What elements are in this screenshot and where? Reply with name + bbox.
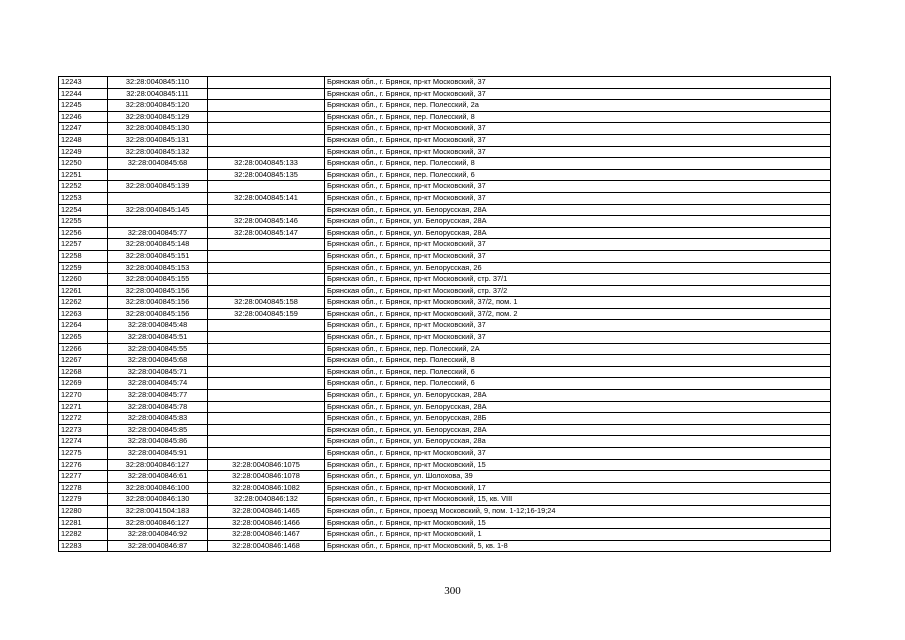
related-cadastral-number-cell [208,332,325,344]
address-cell: Брянская обл., г. Брянск, ул. Белорусская, 28А [325,204,831,216]
table-row [59,355,831,367]
row-number-cell: 12249 [59,146,108,158]
row-number-cell: 12253 [59,192,108,204]
related-cadastral-number-cell [208,274,325,286]
related-cadastral-number-cell [208,424,325,436]
cadastral-number-cell: 32:28:0040845:132 [108,146,208,158]
table-row [59,100,831,112]
address-cell: Брянская обл., г. Брянск, пр-кт Московский, 15 [325,517,831,529]
related-cadastral-number-cell: 32:28:0040846:1075 [208,459,325,471]
cadastral-number-cell: 32:28:0040845:145 [108,204,208,216]
table-row [59,250,831,262]
table-row [59,494,831,506]
address-cell: Брянская обл., г. Брянск, пер. Полесский, 8 [325,355,831,367]
related-cadastral-number-cell: 32:28:0040846:1465 [208,505,325,517]
cadastral-number-cell: 32:28:0040845:85 [108,424,208,436]
cadastral-registry-table [58,76,831,552]
related-cadastral-number-cell [208,88,325,100]
cadastral-number-cell: 32:28:0040845:156 [108,297,208,309]
table-row [59,158,831,170]
address-cell: Брянская обл., г. Брянск, пр-кт Московский, 37/2, пом. 2 [325,308,831,320]
table-row [59,540,831,552]
cadastral-number-cell: 32:28:0040845:71 [108,366,208,378]
address-cell: Брянская обл., г. Брянск, ул. Белорусская, 26 [325,262,831,274]
cadastral-number-cell: 32:28:0040845:68 [108,158,208,170]
row-number-cell: 12252 [59,181,108,193]
row-number-cell: 12281 [59,517,108,529]
cadastral-number-cell: 32:28:0040845:151 [108,250,208,262]
cadastral-number-cell: 32:28:0040846:130 [108,494,208,506]
related-cadastral-number-cell: 32:28:0040845:147 [208,227,325,239]
cadastral-number-cell: 32:28:0040846:127 [108,459,208,471]
table-row [59,436,831,448]
table-row [59,192,831,204]
table-row [59,448,831,460]
row-number-cell: 12244 [59,88,108,100]
row-number-cell: 12254 [59,204,108,216]
related-cadastral-number-cell: 32:28:0040845:146 [208,216,325,228]
address-cell: Брянская обл., г. Брянск, ул. Белорусская, 28а [325,436,831,448]
table-row [59,459,831,471]
related-cadastral-number-cell: 32:28:0040846:1467 [208,529,325,541]
address-cell: Брянская обл., г. Брянск, пер. Полесский, 6 [325,169,831,181]
row-number-cell: 12282 [59,529,108,541]
table-row [59,401,831,413]
row-number-cell: 12277 [59,471,108,483]
row-number-cell: 12276 [59,459,108,471]
address-cell: Брянская обл., г. Брянск, ул. Белорусская, 28А [325,424,831,436]
table-row [59,471,831,483]
related-cadastral-number-cell [208,77,325,89]
row-number-cell: 12283 [59,540,108,552]
related-cadastral-number-cell: 32:28:0040845:135 [208,169,325,181]
related-cadastral-number-cell: 32:28:0040845:158 [208,297,325,309]
row-number-cell: 12258 [59,250,108,262]
related-cadastral-number-cell [208,390,325,402]
row-number-cell: 12246 [59,111,108,123]
table-row [59,320,831,332]
row-number-cell: 12263 [59,308,108,320]
row-number-cell: 12279 [59,494,108,506]
row-number-cell: 12265 [59,332,108,344]
related-cadastral-number-cell [208,123,325,135]
related-cadastral-number-cell [208,343,325,355]
related-cadastral-number-cell [208,413,325,425]
address-cell: Брянская обл., г. Брянск, ул. Белорусская, 28Б [325,413,831,425]
cadastral-number-cell: 32:28:0040845:148 [108,239,208,251]
address-cell: Брянская обл., г. Брянск, ул. Белорусская, 28А [325,401,831,413]
row-number-cell: 12268 [59,366,108,378]
address-cell: Брянская обл., г. Брянск, пр-кт Московский, 37 [325,239,831,251]
table-row [59,123,831,135]
cadastral-number-cell: 32:28:0040845:78 [108,401,208,413]
cadastral-number-cell: 32:28:0040845:110 [108,77,208,89]
table-row [59,274,831,286]
cadastral-number-cell: 32:28:0040846:127 [108,517,208,529]
row-number-cell: 12278 [59,482,108,494]
related-cadastral-number-cell [208,285,325,297]
address-cell: Брянская обл., г. Брянск, пр-кт Московский, 37 [325,332,831,344]
address-cell: Брянская обл., г. Брянск, пр-кт Московский, 37 [325,134,831,146]
row-number-cell: 12251 [59,169,108,181]
address-cell: Брянская обл., г. Брянск, ул. Белорусская, 28А [325,216,831,228]
cadastral-number-cell: 32:28:0041504:183 [108,505,208,517]
page-number: 300 [444,585,461,597]
cadastral-number-cell: 32:28:0040846:100 [108,482,208,494]
table-row [59,77,831,89]
related-cadastral-number-cell: 32:28:0040846:1078 [208,471,325,483]
address-cell: Брянская обл., г. Брянск, пр-кт Московский, 1 [325,529,831,541]
cadastral-number-cell: 32:28:0040845:131 [108,134,208,146]
address-cell: Брянская обл., г. Брянск, пр-кт Московский, 37 [325,448,831,460]
related-cadastral-number-cell: 32:28:0040846:1082 [208,482,325,494]
table-row [59,308,831,320]
table-row [59,297,831,309]
row-number-cell: 12255 [59,216,108,228]
cadastral-number-cell [108,192,208,204]
related-cadastral-number-cell [208,355,325,367]
row-number-cell: 12273 [59,424,108,436]
table-row [59,204,831,216]
related-cadastral-number-cell [208,320,325,332]
address-cell: Брянская обл., г. Брянск, пр-кт Московский, 15, кв. VIII [325,494,831,506]
cadastral-number-cell: 32:28:0040845:156 [108,308,208,320]
row-number-cell: 12248 [59,134,108,146]
related-cadastral-number-cell [208,204,325,216]
row-number-cell: 12270 [59,390,108,402]
related-cadastral-number-cell [208,134,325,146]
related-cadastral-number-cell [208,378,325,390]
table-row [59,424,831,436]
address-cell: Брянская обл., г. Брянск, пр-кт Московский, 37 [325,146,831,158]
row-number-cell: 12264 [59,320,108,332]
table-row [59,216,831,228]
address-cell: Брянская обл., г. Брянск, пр-кт Московский, 37 [325,123,831,135]
row-number-cell: 12250 [59,158,108,170]
table-row [59,169,831,181]
cadastral-number-cell: 32:28:0040845:120 [108,100,208,112]
row-number-cell: 12245 [59,100,108,112]
row-number-cell: 12257 [59,239,108,251]
related-cadastral-number-cell [208,146,325,158]
address-cell: Брянская обл., г. Брянск, пр-кт Московский, 5, кв. 1-8 [325,540,831,552]
address-cell: Брянская обл., г. Брянск, пр-кт Московский, стр. 37/1 [325,274,831,286]
table-row [59,343,831,355]
related-cadastral-number-cell [208,436,325,448]
cadastral-number-cell: 32:28:0040845:55 [108,343,208,355]
cadastral-number-cell [108,169,208,181]
row-number-cell: 12243 [59,77,108,89]
cadastral-number-cell: 32:28:0040846:61 [108,471,208,483]
cadastral-number-cell: 32:28:0040845:83 [108,413,208,425]
cadastral-number-cell: 32:28:0040845:155 [108,274,208,286]
table-row [59,529,831,541]
address-cell: Брянская обл., г. Брянск, пер. Полесский, 6 [325,366,831,378]
cadastral-number-cell: 32:28:0040845:51 [108,332,208,344]
row-number-cell: 12262 [59,297,108,309]
cadastral-number-cell: 32:28:0040845:77 [108,227,208,239]
table-row [59,227,831,239]
address-cell: Брянская обл., г. Брянск, ул. Белорусская, 28А [325,390,831,402]
row-number-cell: 12266 [59,343,108,355]
cadastral-number-cell: 32:28:0040845:153 [108,262,208,274]
row-number-cell: 12274 [59,436,108,448]
cadastral-number-cell [108,216,208,228]
address-cell: Брянская обл., г. Брянск, пр-кт Московский, 37/2, пом. 1 [325,297,831,309]
cadastral-number-cell: 32:28:0040845:91 [108,448,208,460]
table-row [59,88,831,100]
related-cadastral-number-cell: 32:28:0040845:141 [208,192,325,204]
row-number-cell: 12269 [59,378,108,390]
cadastral-number-cell: 32:28:0040845:68 [108,355,208,367]
row-number-cell: 12260 [59,274,108,286]
address-cell: Брянская обл., г. Брянск, пр-кт Московский, 37 [325,320,831,332]
table-row [59,378,831,390]
table-row [59,134,831,146]
cadastral-number-cell: 32:28:0040845:111 [108,88,208,100]
related-cadastral-number-cell [208,181,325,193]
address-cell: Брянская обл., г. Брянск, пр-кт Московский, стр. 37/2 [325,285,831,297]
related-cadastral-number-cell [208,401,325,413]
table-body [59,77,831,552]
address-cell: Брянская обл., г. Брянск, проезд Московский, 9, пом. 1-12;16-19;24 [325,505,831,517]
table-row [59,239,831,251]
table-row [59,111,831,123]
address-cell: Брянская обл., г. Брянск, пер. Полесский, 2А [325,343,831,355]
table-row [59,413,831,425]
related-cadastral-number-cell [208,250,325,262]
cadastral-number-cell: 32:28:0040845:77 [108,390,208,402]
row-number-cell: 12256 [59,227,108,239]
related-cadastral-number-cell [208,111,325,123]
cadastral-number-cell: 32:28:0040846:87 [108,540,208,552]
cadastral-number-cell: 32:28:0040845:74 [108,378,208,390]
table-row [59,181,831,193]
address-cell: Брянская обл., г. Брянск, пр-кт Московский, 17 [325,482,831,494]
address-cell: Брянская обл., г. Брянск, пр-кт Московский, 37 [325,77,831,89]
related-cadastral-number-cell [208,262,325,274]
related-cadastral-number-cell [208,448,325,460]
related-cadastral-number-cell [208,366,325,378]
row-number-cell: 12271 [59,401,108,413]
cadastral-number-cell: 32:28:0040846:92 [108,529,208,541]
cadastral-number-cell: 32:28:0040845:48 [108,320,208,332]
table-row [59,505,831,517]
related-cadastral-number-cell [208,239,325,251]
address-cell: Брянская обл., г. Брянск, пер. Полесский, 6 [325,378,831,390]
row-number-cell: 12259 [59,262,108,274]
related-cadastral-number-cell: 32:28:0040846:1468 [208,540,325,552]
table-row [59,285,831,297]
address-cell: Брянская обл., г. Брянск, пр-кт Московский, 37 [325,181,831,193]
address-cell: Брянская обл., г. Брянск, пер. Полесский, 2а [325,100,831,112]
address-cell: Брянская обл., г. Брянск, пер. Полесский, 8 [325,111,831,123]
row-number-cell: 12272 [59,413,108,425]
address-cell: Брянская обл., г. Брянск, пр-кт Московский, 37 [325,88,831,100]
table-row [59,262,831,274]
address-cell: Брянская обл., г. Брянск, пр-кт Московский, 15 [325,459,831,471]
related-cadastral-number-cell: 32:28:0040845:159 [208,308,325,320]
row-number-cell: 12261 [59,285,108,297]
row-number-cell: 12275 [59,448,108,460]
address-cell: Брянская обл., г. Брянск, ул. Белорусская, 28А [325,227,831,239]
related-cadastral-number-cell: 32:28:0040846:1466 [208,517,325,529]
table-row [59,366,831,378]
address-cell: Брянская обл., г. Брянск, пер. Полесский, 8 [325,158,831,170]
table-row [59,146,831,158]
cadastral-number-cell: 32:28:0040845:86 [108,436,208,448]
row-number-cell: 12267 [59,355,108,367]
address-cell: Брянская обл., г. Брянск, ул. Шолохова, 39 [325,471,831,483]
related-cadastral-number-cell: 32:28:0040845:133 [208,158,325,170]
address-cell: Брянская обл., г. Брянск, пр-кт Московский, 37 [325,192,831,204]
address-cell: Брянская обл., г. Брянск, пр-кт Московский, 37 [325,250,831,262]
table-row [59,482,831,494]
related-cadastral-number-cell: 32:28:0040846:132 [208,494,325,506]
cadastral-number-cell: 32:28:0040845:130 [108,123,208,135]
cadastral-number-cell: 32:28:0040845:156 [108,285,208,297]
table-row [59,332,831,344]
table-row [59,517,831,529]
row-number-cell: 12280 [59,505,108,517]
table-row [59,390,831,402]
cadastral-number-cell: 32:28:0040845:129 [108,111,208,123]
related-cadastral-number-cell [208,100,325,112]
row-number-cell: 12247 [59,123,108,135]
cadastral-number-cell: 32:28:0040845:139 [108,181,208,193]
